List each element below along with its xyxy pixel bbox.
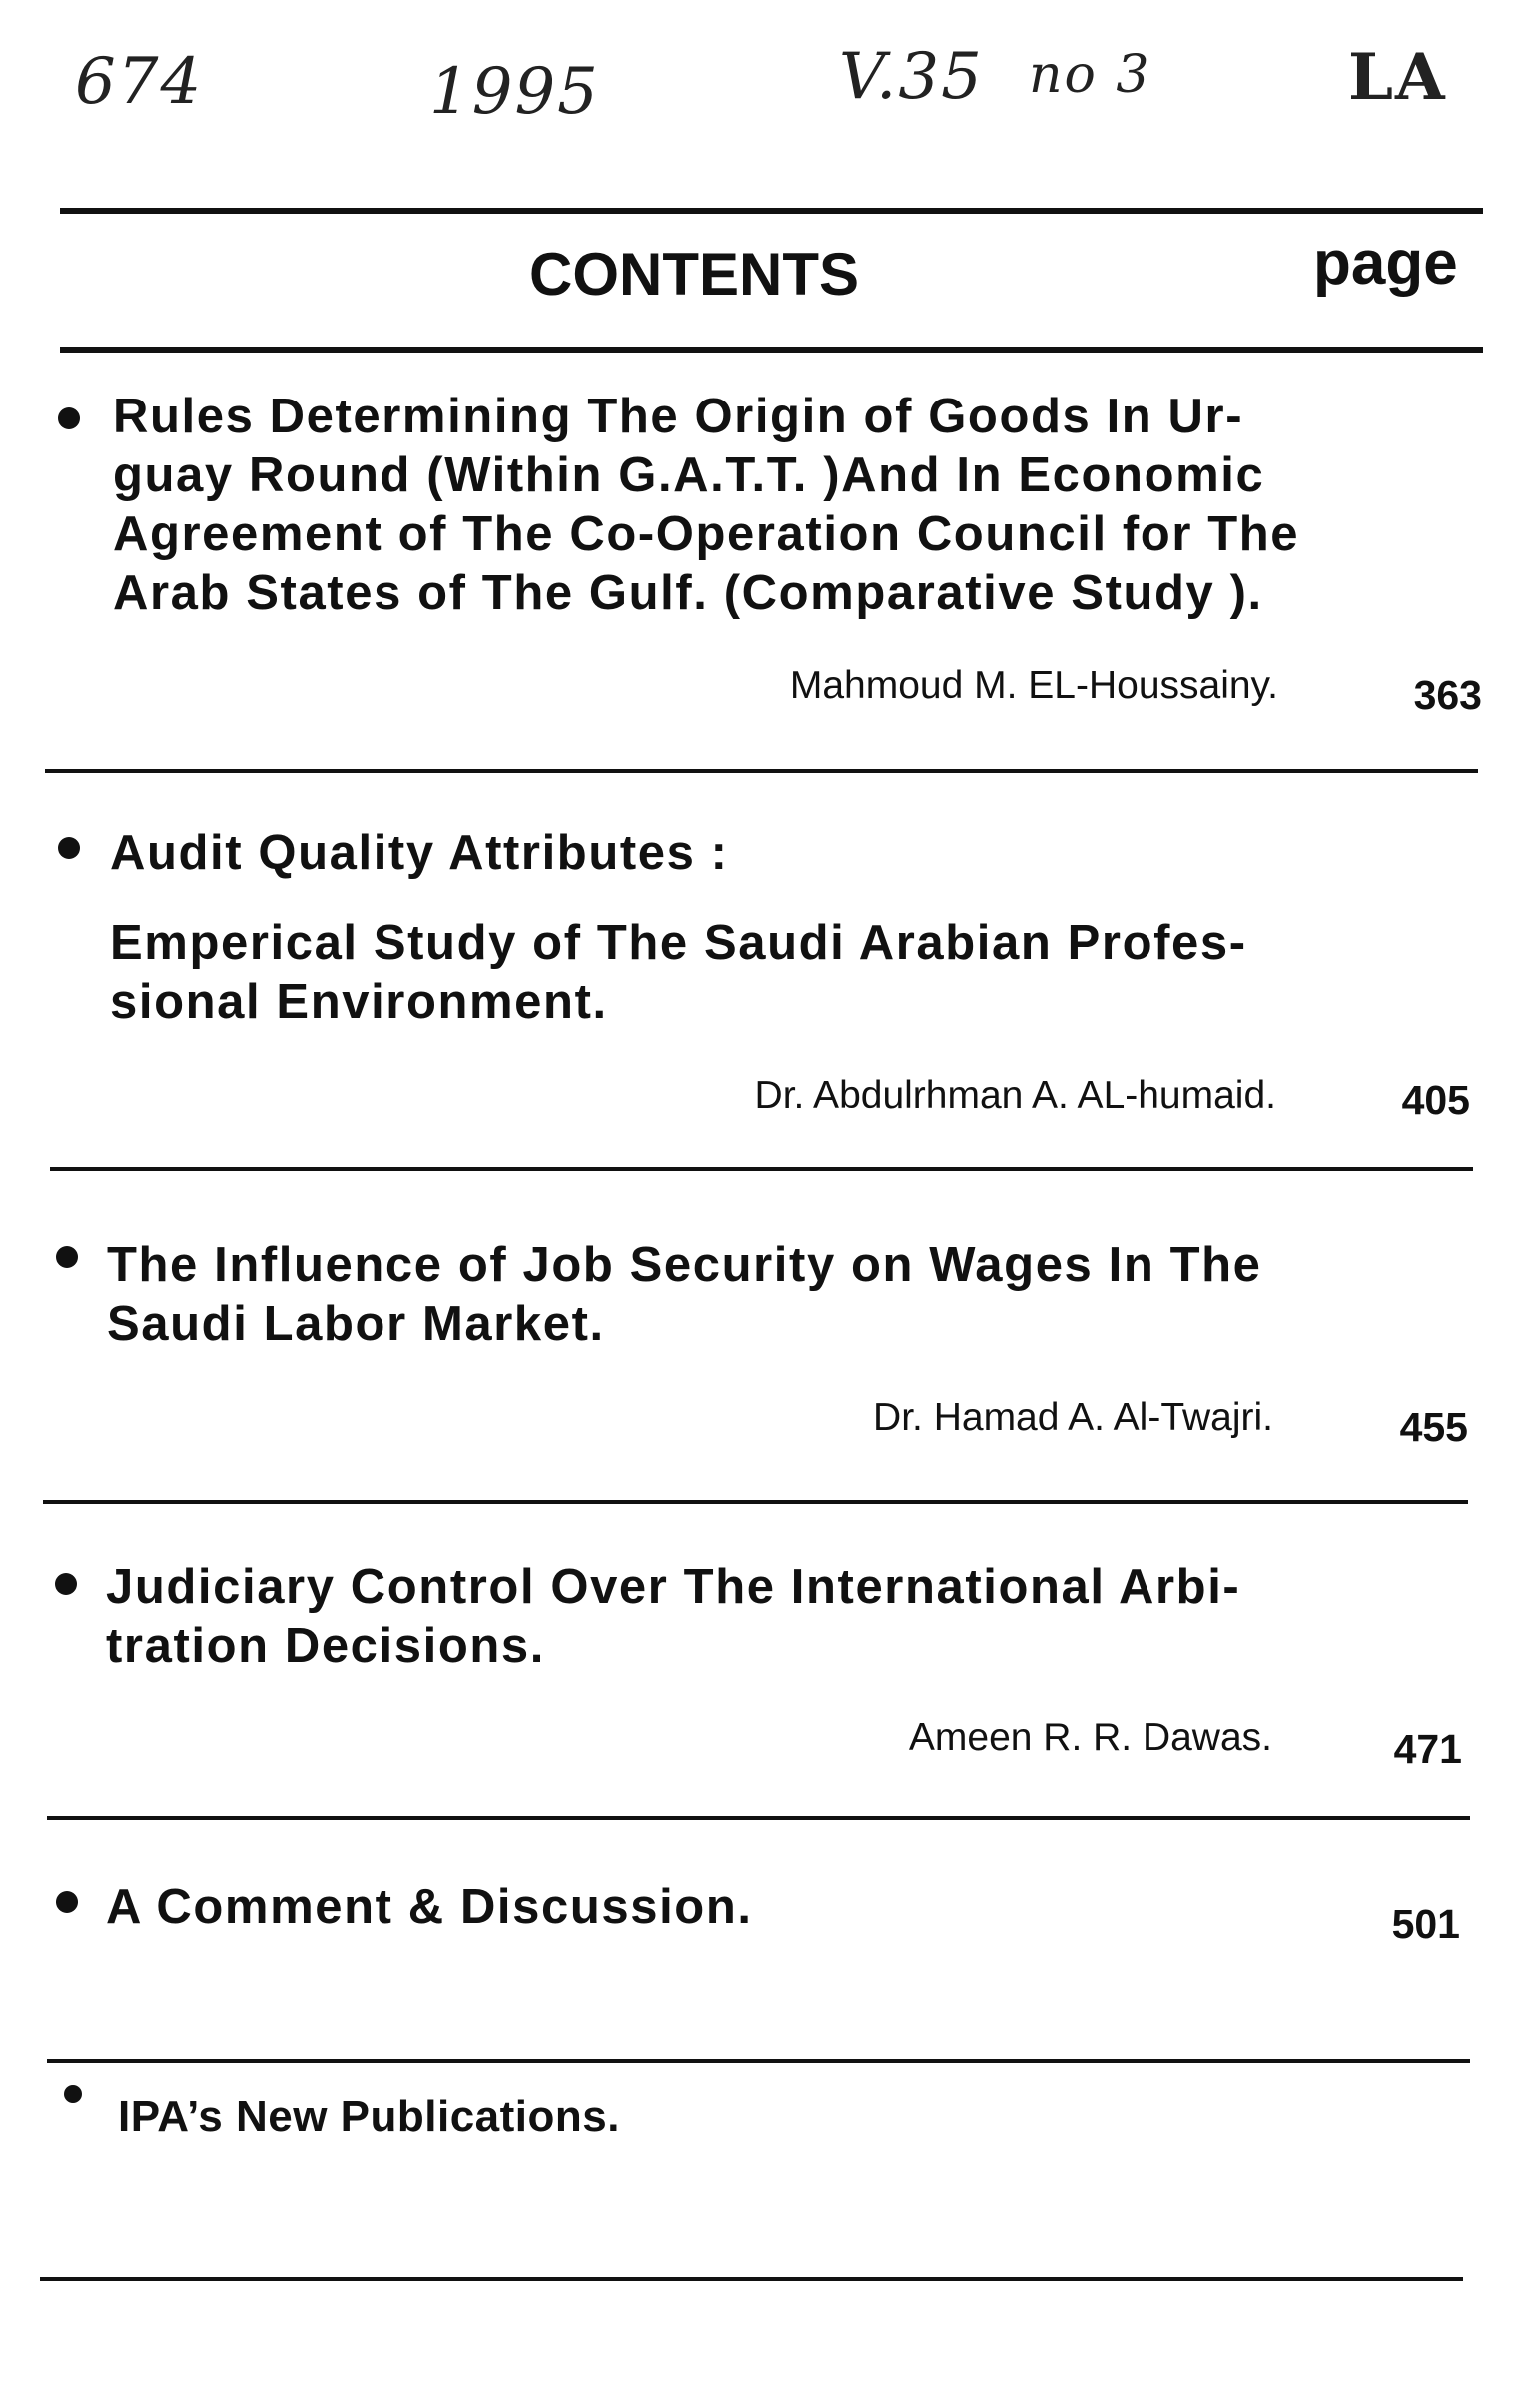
entry-page-number: 455 [1399,1404,1468,1450]
header-rule [60,347,1483,353]
bullet-icon [58,407,80,429]
entry-title: Judiciary Control Over The International Arbi- tration Decisions. [106,1560,1241,1673]
bullet-icon [64,2085,82,2103]
entry-page-number: 405 [1401,1077,1470,1123]
handwritten-mark: V.35 [839,40,984,114]
handwritten-mark: 674 [75,45,204,119]
entry-page-number: 501 [1391,1901,1460,1947]
entry-title: The Influence of Job Security on Wages In The Saudi Labor Market. [107,1238,1262,1351]
entry-divider [43,1500,1468,1504]
bullet-icon [58,837,80,859]
top-rule [60,208,1483,214]
handwritten-mark: no 3 [1029,45,1151,105]
bullet-icon [55,1573,77,1595]
entry-title: IPA’s New Publications. [118,2092,620,2141]
entry-divider [47,1816,1470,1820]
entry-title: A Comment & Discussion. [106,1880,753,1934]
contents-heading: CONTENTS [529,241,859,308]
entry-divider [45,769,1478,773]
entry-page-number: 471 [1393,1726,1462,1772]
entry-divider [50,1167,1473,1171]
handwritten-mark: 1995 [429,55,600,129]
entry-page-number: 363 [1413,672,1482,718]
entry-subtitle: Emperical Study of The Saudi Arabian Profes- sional Environment. [110,916,1247,1029]
entry-title: Audit Quality Attributes : [110,826,729,880]
entry-author: Dr. Hamad A. Al-Twajri. [873,1396,1273,1439]
handwritten-mark: LA [1348,40,1447,115]
page-column-label: page [1313,229,1458,298]
entry-title: Rules Determining The Origin of Goods In Ur- guay Round (Within G.A.T.T. )And In Economic Agreement of The Co-Operation Council for The Arab States of The Gulf. (Comparative Study ). [113,390,1300,620]
bullet-icon [56,1891,78,1913]
entry-author: Ameen R. R. Dawas. [908,1716,1272,1759]
bullet-icon [56,1246,78,1268]
entry-author: Dr. Abdulrhman A. AL-humaid. [754,1074,1276,1117]
bottom-rule [40,2277,1463,2281]
entry-author: Mahmoud M. EL-Houssainy. [789,664,1278,707]
entry-divider [47,2059,1470,2063]
